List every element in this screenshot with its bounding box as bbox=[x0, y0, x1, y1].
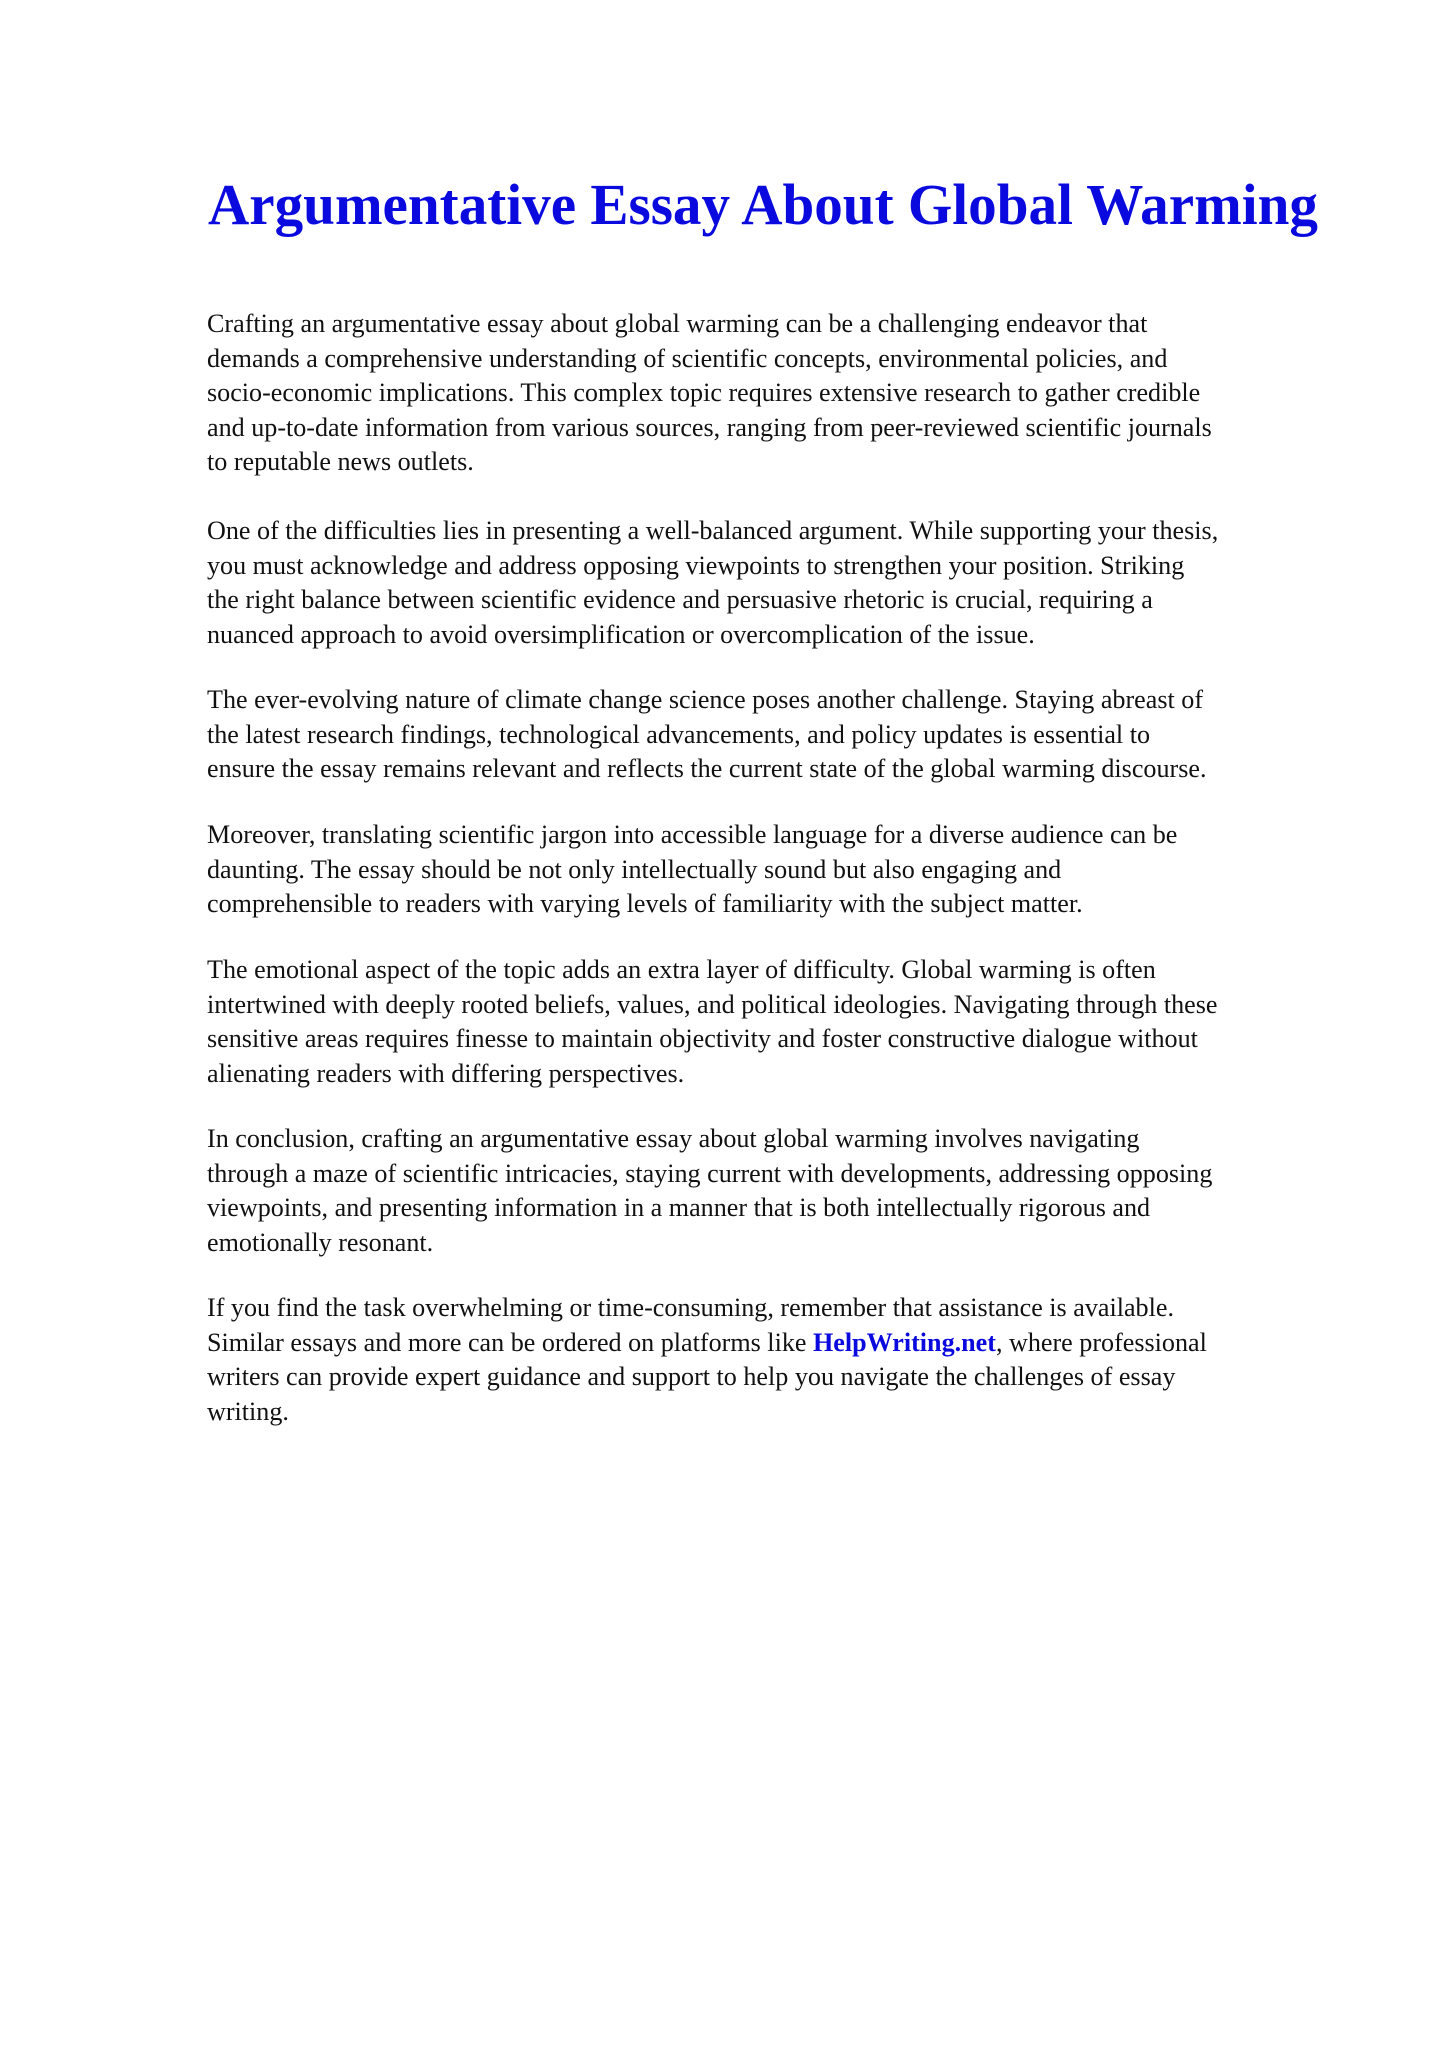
text-line: One of the difficulties lies in presenting a well-balanced argument. While supporting your thesis, bbox=[207, 515, 1219, 545]
paragraph-conclusion bbox=[207, 1121, 1228, 1259]
text-line: the right balance between scientific evidence and persuasive rhetoric is crucial, requiring a bbox=[207, 584, 1153, 614]
text-line: you must acknowledge and address opposing viewpoints to strengthen your position. Striking bbox=[207, 549, 1185, 580]
text-line: the latest research findings, technological advancements, and policy updates is essential to bbox=[207, 718, 1151, 749]
text-line: writing. bbox=[207, 1395, 289, 1426]
paragraph-evolving-science bbox=[207, 682, 1222, 786]
text-line: Moreover, translating scientific jargon into accessible language for a diverse audience can be bbox=[207, 819, 1178, 849]
text-line: viewpoints, and presenting information in a manner that is both intellectually rigorous and bbox=[207, 1192, 1151, 1222]
text-line: daunting. The essay should be not only intellectually sound but also engaging and bbox=[207, 853, 1062, 884]
paragraph-emotional bbox=[207, 952, 1233, 1090]
text-line: Crafting an argumentative essay about global warming can be a challenging endeavor that bbox=[207, 308, 1148, 338]
text-line: writers can provide expert guidance and support to help you navigate the challenges of essay bbox=[207, 1361, 1176, 1391]
text-line: The emotional aspect of the topic adds an extra layer of difficulty. Global warming is often bbox=[207, 954, 1156, 984]
text-line: to reputable news outlets. bbox=[207, 446, 474, 476]
text-line: comprehensible to readers with varying levels of familiarity with the subject matter. bbox=[207, 888, 1083, 918]
text-line: alienating readers with differing perspectives. bbox=[207, 1057, 685, 1088]
text-line: sensitive areas requires finesse to maintain objectivity and foster constructive dialogue without bbox=[207, 1023, 1198, 1053]
text-line: intertwined with deeply rooted beliefs, values, and political ideologies. Navigating through these bbox=[207, 988, 1218, 1019]
text-line: nuanced approach to avoid oversimplification or overcomplication of the issue. bbox=[207, 618, 1035, 649]
helpwriting-link[interactable]: HelpWriting.net bbox=[812, 1326, 996, 1357]
paragraph-intro bbox=[207, 306, 1227, 479]
essay-title: Argumentative Essay About Global Warming bbox=[208, 172, 1318, 237]
text-line: and up-to-date information from various sources, ranging from peer-reviewed scientific journals bbox=[207, 411, 1212, 442]
paragraph-balance bbox=[207, 513, 1234, 651]
text-line: emotionally resonant. bbox=[207, 1226, 434, 1257]
paragraph-jargon bbox=[207, 817, 1192, 921]
text-line: ensure the essay remains relevant and reflects the current state of the global warming discourse. bbox=[207, 753, 1207, 783]
text-line-with-link bbox=[207, 1325, 1207, 1360]
text-line: In conclusion, crafting an argumentative essay about global warming involves navigating bbox=[207, 1123, 1140, 1153]
paragraph-promo bbox=[207, 1290, 1222, 1428]
text-line: through a maze of scientific intricacies, staying current with developments, addressing opposing bbox=[207, 1157, 1213, 1188]
text-line: If you find the task overwhelming or time-consuming, remember that assistance is available. bbox=[207, 1292, 1174, 1322]
text-line: demands a comprehensive understanding of scientific concepts, environmental policies, and bbox=[207, 342, 1168, 373]
text-segment: , where professional bbox=[995, 1326, 1207, 1357]
text-line: The ever-evolving nature of climate change science poses another challenge. Staying abreast of bbox=[207, 684, 1204, 714]
text-line: socio-economic implications. This complex topic requires extensive research to gather credible bbox=[207, 377, 1201, 407]
text-segment: Similar essays and more can be ordered on platforms like bbox=[207, 1326, 813, 1357]
